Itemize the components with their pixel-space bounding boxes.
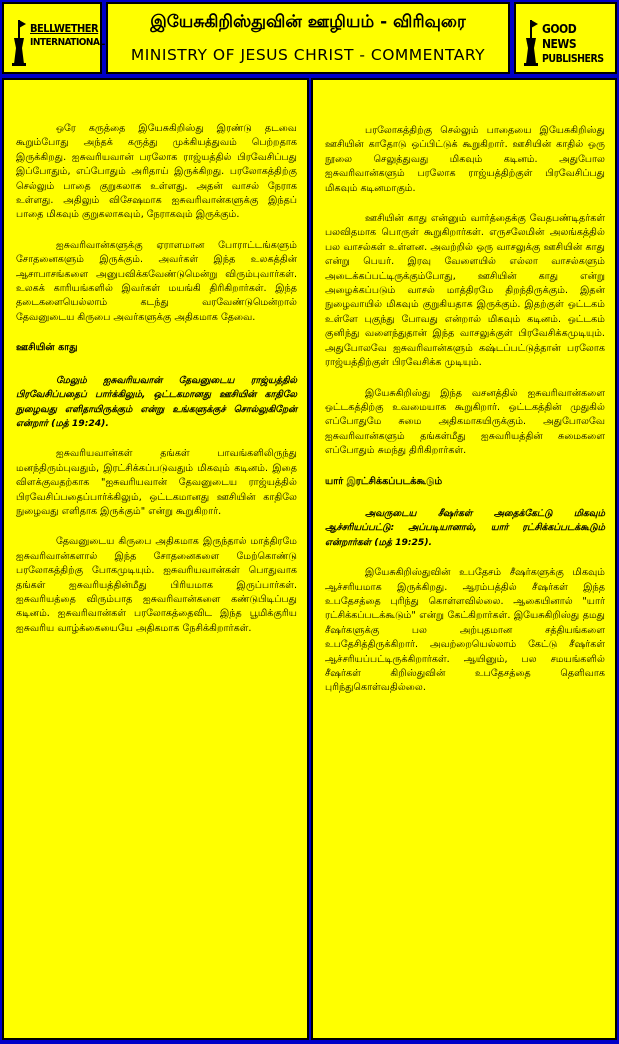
paragraph: பரலோகத்திற்கு செல்லும் பாதையை இயேசுகிறிஸ்து ஊசியின் காதோடு ஒப்பிட்டுக் கூறுகிறார். ஊசியின் காதில் ஒரு நூலை செலுத்துவது மிகவும் கடினம். அதுபோல ஐசுவரிவான்களும் பரலோக ராஜ்யத்திற்குள் பிரவேசிப்பது மிகவும் கடினமாகும். bbox=[325, 125, 605, 194]
flag-tower-icon bbox=[522, 18, 540, 66]
logo-line-1: GOOD NEWS bbox=[542, 22, 577, 51]
paragraph: இயேசுகிறிஸ்துவின் உபதேசம் சீஷர்களுக்கு மிகவும் ஆச்சரியமாக இருக்கிறது. ஆரம்பத்தில் சீஷர்கள் இந்த உபதேசத்தை புரிந்து கொள்ளவில்லை. ஆகையினால் "யார் ரட்சிக்கப்படக்கூடும்" என்று கேட்கிறார்கள். இயேசுகிறிஸ்து தமது சீஷர்களுக்கு பல அற்புதமான சத்தியங்களை உபதேசித்திருக்கிறார். அவற்றையெல்லாம் கேட்டு சீஷர்கள் ஆச்சரியப்பட்டிருக்கிறார்கள். ஆயினும், பல சமயங்களில் சீஷர்கள் கிறிஸ்துவின் உபதேசத்தை தெளிவாக புரிந்துகொள்வதில்லை. bbox=[325, 567, 605, 694]
scripture-quote: மேலும் ஐசுவரியவான் தேவனுடைய ராஜ்யத்தில் பிரவேசிப்பதைப் பார்க்கிலும், ஒட்டகமானது ஊசியின் காதிலே நுழைவது எளிதாயிருக்கும் என்று உங்களுக்குச் சொல்லுகிறேன் என்றார் (மத் 19:24). bbox=[16, 374, 297, 429]
title-tamil: இயேசுகிறிஸ்துவின் ஊழியம் - விரிவுரை bbox=[150, 12, 466, 32]
logo-line-2: PUBLISHERS bbox=[542, 53, 604, 65]
paragraph: ஐசுவரியவான்கள் தங்கள் பாவங்களிலிருந்து மனந்திரும்புவதும், இரட்சிக்கப்படுவதும் மிகவும் கடினம். இதை விளக்குவதற்காக "ஐசுவரியவான் தேவனுடைய ராஜ்யத்தில் பிரவேசிப்பதைப்பார்க்கிலும், ஒட்டகமானது ஊசியின் காதிலே நுழைவது எளிதாக இருக்கும்" என்று கூறுகிறார். bbox=[16, 448, 297, 517]
bellwether-logo bbox=[2, 2, 105, 74]
paragraph: இயேசுகிறிஸ்து இந்த வசனத்தில் ஐசுவரிவான்களை ஒட்டகத்திற்கு உவமையாக கூறுகிறார். ஒட்டகத்தின் முதுகில் எப்போதுமே சுமை அதிகமாகயிருக்கும். அதுபோலவே ஐசுவரிவான்களும் தங்கள்மீது ஐசுவரியத்தின் சுமைகளை எப்போதும் சுமந்து திரிகிறார்கள். bbox=[325, 387, 605, 457]
section-heading: ஊசியின் காது bbox=[16, 342, 78, 354]
paragraph: தேவனுடைய கிருபை அதிகமாக இருந்தால் மாத்திரமே ஐசுவரிவான்களால் இந்த சோதனைகளை மேற்கொண்டு பரலோகத்திற்கு போகமுடியும். ஐசுவரியவான்கள் பொதுவாக தங்கள் ஐசுவரியத்தின்மீது பிரியமாக இருப்பார்கள். ஐசுவரியத்தை விரும்பாத ஐசுவரிவான்களை கண்டுபிடிப்பது கடினம். ஐசுவரிவான்கள் பரலோகத்தைவிட இந்த பூமிக்குரிய ஐசுவரிய வாழ்க்கையையே அதிகமாக நேசிக்கிறார்கள். bbox=[16, 536, 297, 634]
title-english: MINISTRY OF JESUS CHRIST - COMMENTARY bbox=[130, 46, 486, 64]
good-news-logo bbox=[514, 2, 617, 74]
paragraph: ஒரே கருத்தை இயேசுகிறிஸ்து இரண்டு தடவை கூறும்போது அந்தக் கருத்து முக்கியத்துவம் பெற்றதாக இருக்கிறது. ஐசுவரியவான் பரலோக ராஜ்யத்தில் பிரவேசிப்பது இப்போதும், எப்போதும் அரிதாய் இருக்கிறது. பரலோகத்திற்கு செல்லும் பாதை குறுகலாக உள்ளது. அதன் வாசல் நேராக உள்ளது. அதிலும் விசேஷமாக ஐசுவரிவான்களுக்கு இந்தப் பாதை மிகவும் குறுகலாகவும், நேராகவும் இருக்கும். bbox=[16, 123, 297, 221]
flag-tower-icon bbox=[10, 18, 28, 66]
left-column bbox=[2, 78, 309, 1040]
logo-line-2: INTERNATIONAL bbox=[30, 37, 105, 48]
logo-line-1: BELLWETHER bbox=[30, 22, 99, 35]
header-title bbox=[106, 2, 510, 74]
paragraph: ஊசியின் காது என்னும் வார்த்தைக்கு வேதபண்டிதர்கள் பலவிதமாக பொருள் கூறுகிறார்கள். எருசலேமின் அலங்கத்தில் பல வாசல்கள் உள்ளன. அவற்றில் ஒரு வாசலுக்கு ஊசியின் காது என்று பெயர். இரவு வேளையில் எல்லா வாசல்களும் அடைக்கப்பட்டிருக்கும்போது, ஊசியின் காது என்று அழைக்கப்படும் வாசல் மாத்திரமே திறந்திருக்கும். இதன் நுழைவாயில் மிகவும் குறுகியதாக இருக்கும். இதற்குள் ஒட்டகம் உள்ளே புகுந்து போவது என்றால் மிகவும் கடினம். ஒட்டகம் குனிந்து வளைந்துதான் இந்த வாசலுக்குள் பிரவேசிக்கமுடியும். அதுபோலவே ஐசுவரிவான்களும் கஷ்டப்பட்டுத்தான் பரலோக ராஜ்யத்திற்குள் பிரவேசிக்க முடியும். bbox=[325, 213, 605, 369]
scripture-quote: அவருடைய சீஷர்கள் அதைக்கேட்டு மிகவும் ஆச்சரியப்பட்டு: அப்படியானால், யார் ரட்சிக்கப்படக்கூடும் என்றார்கள் (மத் 19:25). bbox=[325, 507, 605, 548]
section-heading: யார் இரட்சிக்கப்படக்கூடும் bbox=[325, 475, 443, 487]
paragraph: ஐசுவரிவான்களுக்கு ஏராளமான போராட்டங்களும் சோதனைகளும் இருக்கும். அவர்கள் இந்த உலகத்தின் ஆசாபாசங்களை அனுபவிக்கவேண்டுமென்று விரும்புவார்கள். உலகக் காரியங்களில் இவர்கள் மயங்கி திரிகிறார்கள். இந்த தடைகளையெல்லாம் கடந்து வரவேண்டுமென்றால் தேவனுடைய கிருபை அவர்களுக்கு அதிகமாக தேவை. bbox=[16, 239, 297, 323]
right-column bbox=[311, 78, 617, 1040]
